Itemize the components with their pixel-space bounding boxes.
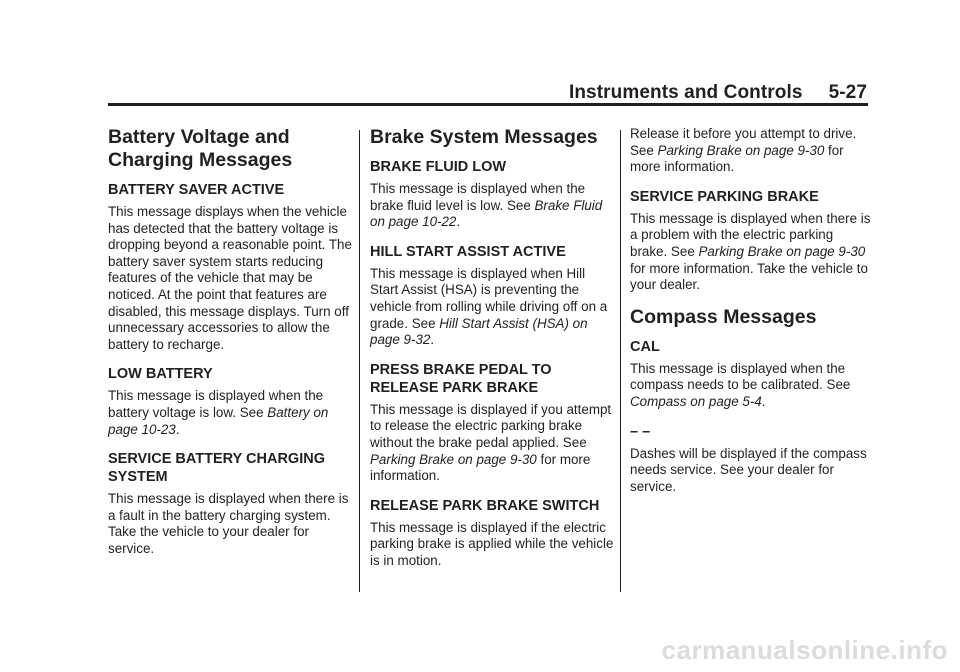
heading-release-switch: RELEASE PARK BRAKE SWITCH (370, 497, 600, 514)
ref-battery: Battery on page 10-23 (108, 404, 329, 437)
heading-service-parking-brake: SERVICE PARKING BRAKE (630, 188, 819, 205)
text-hill-start: This message is displayed when Hill Start Assist (HSA) is preventing the vehicle from rolling while driving off on a grade. See Hill Start Assist (HSA) on page 9-32. (370, 265, 608, 348)
ref-parking-brake-3: Parking Brake on page 9-30 (698, 243, 866, 259)
text-release-switch: This message is displayed if the electric parking brake is applied while the vehicle is in motion. (370, 519, 614, 568)
heading-brake-system: Brake System Messages (370, 126, 598, 148)
column-3 (630, 126, 874, 507)
text-press-brake: This message is displayed if you attempt to release the electric parking brake without the brake pedal applied. See Parking Brake on page 9-30 for more information. (370, 401, 612, 484)
text-release-continued: Release it before you attempt to drive. See Parking Brake on page 9-30 for more information. (630, 126, 857, 175)
ref-brake-fluid: Brake Fluid on page 10-22 (370, 197, 603, 230)
heading-hill-start: HILL START ASSIST ACTIVE (370, 243, 566, 260)
ref-compass: Compass on page 5-4 (630, 393, 762, 409)
heading-service-battery: SERVICE BATTERY CHARGING SYSTEM (108, 451, 325, 486)
text-dashes: Dashes will be displayed if the compass needs service. See your dealer for service. (630, 445, 867, 494)
heading-brake-fluid-low: BRAKE FLUID LOW (370, 159, 507, 175)
section-title: Instruments and Controls (568, 82, 803, 103)
text-service-parking-brake: This message is displayed when there is a problem with the electric parking brake. See Parking Brake on page 9-30 for more information. Take the vehicle to your dealer. (630, 210, 871, 293)
watermark: carmanualsonline.info (661, 635, 948, 665)
ref-parking-brake-2: Parking Brake on page 9-30 (657, 142, 825, 158)
page-number: 5-27 (828, 82, 867, 103)
text-cal: This message is displayed when the compass needs to be calibrated. See Compass on page 5-4. (630, 360, 851, 409)
column-divider-2 (620, 130, 621, 592)
column-divider-1 (359, 130, 360, 592)
heading-compass: Compass Messages (630, 305, 817, 328)
ref-hill-start: Hill Start Assist (HSA) on page 9-32 (370, 315, 588, 348)
text-low-battery: This message is displayed when the battery voltage is low. See Battery on page 10-23. (108, 388, 329, 437)
text-battery-saver: This message displays when the vehicle has detected that the battery voltage is dropping beyond a reasonable point. The battery saver system starts reducing features of the vehicle that may be noticed. At the point that features are disabled, this message displays. Turn off unnecessary accessories to allow the battery to recharge. (108, 204, 352, 352)
column-2 (370, 126, 614, 582)
heading-battery-saver: BATTERY SAVER ACTIVE (108, 182, 285, 198)
heading-press-brake: PRESS BRAKE PEDAL TO RELEASE PARK BRAKE (370, 361, 552, 396)
ref-parking-brake-1: Parking Brake on page 9-30 (370, 451, 537, 467)
column-1 (108, 126, 352, 570)
heading-dashes: – – (630, 423, 651, 440)
text-brake-fluid: This message is displayed when the brake fluid level is low. See Brake Fluid on page 10-22. (370, 181, 603, 230)
heading-cal: CAL (630, 338, 660, 355)
heading-battery-voltage: Battery Voltage and Charging Messages (108, 126, 293, 171)
text-service-battery: This message is displayed when there is a fault in the battery charging system. Take the vehicle to your dealer for service. (108, 491, 349, 556)
header-rule (108, 103, 868, 106)
page-header (569, 82, 867, 104)
heading-low-battery: LOW BATTERY (108, 366, 213, 383)
